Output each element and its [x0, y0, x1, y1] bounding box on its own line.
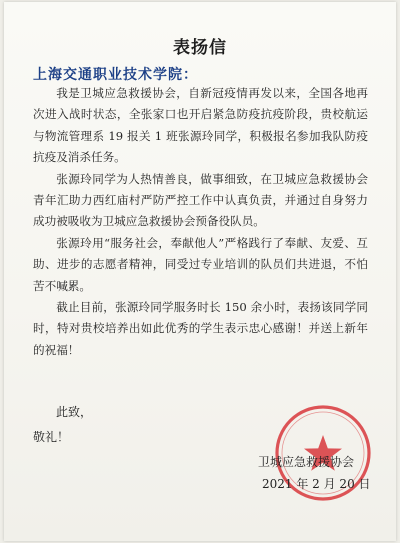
- closing-salutation: 此致，: [56, 405, 93, 419]
- closing-regards: 敬礼！: [33, 430, 70, 444]
- letter-body: [33, 83, 368, 361]
- body-paragraph-4: 截止目前，张源玲同学服务时长 150 余小时，表扬该同学同时，特对贵校培养出如此优秀的学生表示忠心感谢！并送上新年的祝福！: [33, 300, 368, 357]
- signature-organization: 卫城应急救援协会: [258, 455, 355, 469]
- body-paragraph-3: 张源玲用“服务社会，奉献他人”严格践行了奉献、友爱、互助、进步的志愿者精神，同受过专业培训的队员们共进退，不怕苦不喊累。: [33, 235, 368, 293]
- body-paragraph-1: 我是卫城应急救援协会，自新冠疫情再发以来，全国各地再次进入战时状态，全张家口也开启紧急防疫抗疫阶段，贵校航运与物流管理系 19 报关 1 班张源玲同学，积极报名参加我队防疫抗疫及消杀任务。: [33, 86, 368, 165]
- signature-date: 2021 年 2 月 20 日: [262, 477, 371, 491]
- recipient-line: 上海交通职业技术学院：: [33, 67, 198, 83]
- body-paragraph-2: 张源玲同学为人热情善良，做事细致，在卫城应急救援协会青年汇助力西红庙村严防严控工作中认真负责，并通过自身努力成功被吸收为卫城应急救援协会预备役队员。: [33, 171, 368, 229]
- letter-title: 表扬信: [173, 38, 227, 58]
